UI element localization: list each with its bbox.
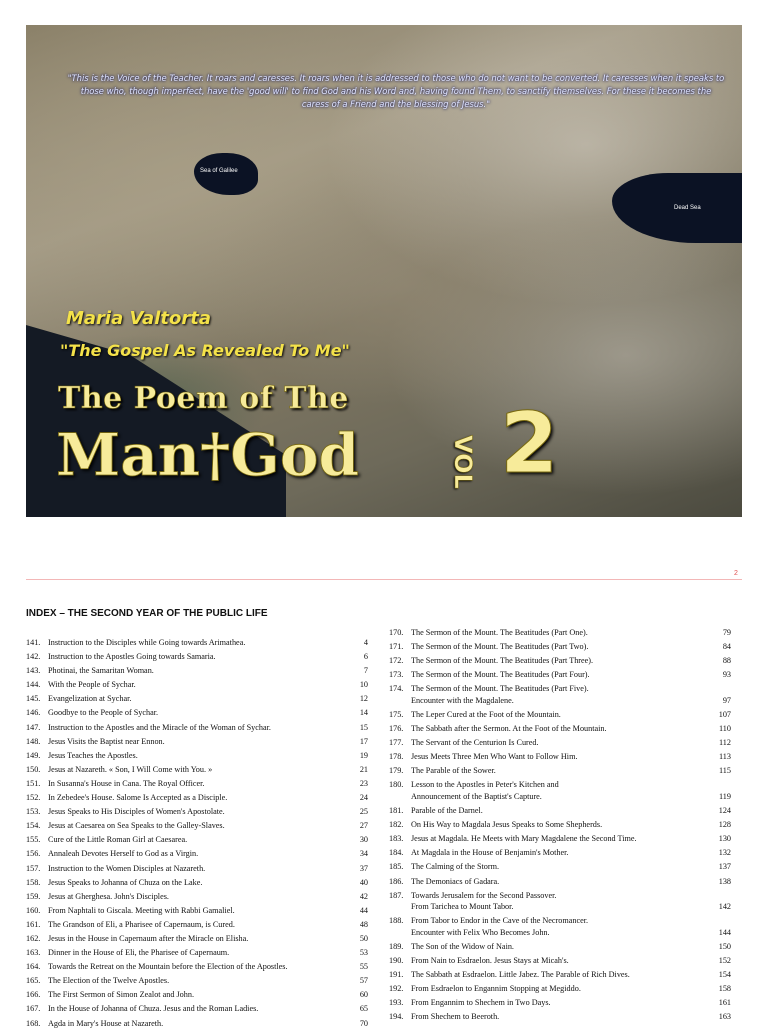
index-entry	[389, 818, 731, 832]
entry-page: 137	[718, 862, 731, 872]
index-entry	[389, 750, 731, 764]
cover-image	[26, 25, 742, 517]
entry-title: Annaleah Devotes Herself to God as a Virgin.	[48, 849, 199, 859]
entry-page: 93	[722, 670, 731, 680]
index-entry	[389, 804, 731, 818]
entry-page: 152	[718, 955, 731, 965]
cover-quote: "This is the Voice of the Teacher. It roars and caresses. It roars when it is addressed to those who do not want to be converted. It caresses when it speaks to those who, though imperfect, have the 'good will' to find God and his Word and, having found Them, to sanctify themselves. For these it becomes the caress of a Friend and the blessing of Jesus."	[67, 73, 725, 109]
entry-page: 10	[359, 680, 368, 690]
entry-title: Instruction to the Apostles Going towards Samaria.	[48, 652, 216, 662]
entry-page: 142	[718, 902, 731, 912]
entry-number: 149.	[26, 750, 41, 760]
sea-of-galilee-label: Sea of Galilee	[200, 168, 238, 174]
entry-page: 30	[359, 835, 368, 845]
entry-number: 159.	[26, 891, 41, 901]
index-entry	[26, 819, 368, 833]
entry-title: With the People of Sychar.	[48, 680, 136, 690]
index-entry	[389, 832, 731, 846]
index-entry	[389, 708, 731, 722]
index-entry	[389, 846, 731, 860]
entry-number: 172.	[389, 656, 404, 666]
entry-title: The Sermon of the Mount. The Beatitudes (Part Three).	[411, 656, 594, 666]
entry-title: Jesus Visits the Baptist near Ennon.	[48, 736, 165, 746]
entry-number: 190.	[389, 955, 404, 965]
entry-number: 183.	[389, 834, 404, 844]
entry-title: At Magdala in the House of Benjamin's Mother.	[411, 848, 569, 858]
entry-page: 15	[359, 722, 368, 732]
entry-number: 146.	[26, 708, 41, 718]
index-entry	[389, 626, 731, 640]
entry-title: From Shechem to Beeroth.	[411, 1012, 500, 1022]
index-entry	[389, 654, 731, 668]
entry-number: 186.	[389, 876, 404, 886]
index-column-right	[389, 626, 731, 1024]
index-entry	[26, 805, 368, 819]
index-entry	[389, 889, 731, 915]
index-entry	[26, 833, 368, 847]
entry-title: Jesus Teaches the Apostles.	[48, 750, 138, 760]
entry-number: 154.	[26, 821, 41, 831]
entry-number: 188.	[389, 916, 404, 926]
entry-number: 156.	[26, 849, 41, 859]
entry-page: 84	[722, 642, 731, 652]
index-column-left	[26, 636, 368, 1031]
entry-number: 148.	[26, 736, 41, 746]
entry-title: Jesus at Gherghesa. John's Disciples.	[48, 891, 169, 901]
entry-title: Jesus Meets Three Men Who Want to Follow Him.	[411, 752, 578, 762]
entry-title: Jesus at Nazareth. « Son, I Will Come with You. »	[48, 764, 213, 774]
entry-page: 42	[359, 891, 368, 901]
entry-title: Parable of the Darnel.	[411, 806, 483, 816]
index-entry	[26, 847, 368, 861]
entry-number: 150.	[26, 764, 41, 774]
entry-number: 167.	[26, 1004, 41, 1014]
index-entry	[389, 778, 731, 804]
entry-page: 6	[363, 652, 368, 662]
entry-title: Goodbye to the People of Sychar.	[48, 708, 159, 718]
entry-page: 17	[359, 736, 368, 746]
entry-number: 192.	[389, 984, 404, 994]
index-entry	[26, 946, 368, 960]
index-entry	[26, 650, 368, 664]
entry-page: 37	[359, 863, 368, 873]
entry-page: 150	[718, 941, 731, 951]
header-rule	[26, 579, 742, 580]
entry-title: Dinner in the House of Eli, the Pharisee of Capernaum.	[48, 948, 230, 958]
entry-number: 173.	[389, 670, 404, 680]
index-entry	[389, 736, 731, 750]
entry-number: 165.	[26, 976, 41, 986]
entry-number: 162.	[26, 933, 41, 943]
entry-title: On His Way to Magdala Jesus Speaks to Some Shepherds.	[411, 820, 603, 830]
entry-number: 147.	[26, 722, 41, 732]
entry-page: 7	[363, 666, 368, 676]
index-entry	[389, 996, 731, 1010]
entry-page: 44	[359, 905, 368, 915]
index-entry	[26, 904, 368, 918]
entry-number: 145.	[26, 694, 41, 704]
entry-page: 107	[718, 709, 731, 719]
entry-title: From Naphtali to Giscala. Meeting with Rabbi Gamaliel.	[48, 905, 235, 915]
entry-page: 154	[718, 969, 731, 979]
index-entry	[26, 918, 368, 932]
entry-title: In Zebedee's House. Salome Is Accepted as a Disciple.	[48, 793, 228, 803]
entry-page: 119	[719, 791, 731, 801]
entry-number: 142.	[26, 652, 41, 662]
index-entry	[389, 968, 731, 982]
index-entry	[26, 791, 368, 805]
index-entry	[26, 890, 368, 904]
entry-title: Jesus at Magdala. He Meets with Mary Magdalene the Second Time.	[411, 834, 637, 844]
book-title-line-2: Man†God	[56, 421, 360, 489]
entry-page: 124	[718, 806, 731, 816]
entry-title: The First Sermon of Simon Zealot and John.	[48, 990, 194, 1000]
index-entry	[26, 932, 368, 946]
entry-number: 179.	[389, 766, 404, 776]
volume-number: 2	[500, 394, 559, 492]
entry-number: 176.	[389, 724, 404, 734]
entry-page: 48	[359, 919, 368, 929]
entry-number: 174.	[389, 684, 404, 694]
entry-number: 157.	[26, 863, 41, 873]
index-entry	[26, 876, 368, 890]
entry-page: 158	[718, 984, 731, 994]
entry-number: 184.	[389, 848, 404, 858]
entry-title: The Son of the Widow of Nain.	[411, 941, 514, 951]
entry-page: 112	[719, 738, 731, 748]
entry-page: 144	[718, 927, 731, 937]
entry-title: The Demoniacs of Gadara.	[411, 876, 500, 886]
index-entry	[389, 722, 731, 736]
entry-title: In Susanna's House in Cana. The Royal Officer.	[48, 778, 205, 788]
book-subtitle: "The Gospel As Revealed To Me"	[60, 341, 350, 360]
entry-page: 163	[718, 1012, 731, 1022]
index-entry	[26, 1002, 368, 1016]
entry-number: 151.	[26, 778, 41, 788]
entry-page: 40	[359, 877, 368, 887]
index-entry	[26, 862, 368, 876]
book-title-line-1: The Poem of The	[58, 381, 349, 416]
entry-page: 50	[359, 933, 368, 943]
entry-title: Instruction to the Disciples while Going towards Arimathea.	[48, 638, 246, 647]
volume-label: VOL	[449, 435, 477, 489]
index-entry	[26, 749, 368, 763]
entry-number: 153.	[26, 807, 41, 817]
index-entry	[389, 682, 731, 708]
entry-number: 193.	[389, 998, 404, 1008]
entry-number: 163.	[26, 948, 41, 958]
index-entry	[26, 692, 368, 706]
entry-number: 194.	[389, 1012, 404, 1022]
entry-page: 14	[359, 708, 368, 718]
entry-number: 164.	[26, 962, 41, 972]
entry-title: From Nain to Esdraelon. Jesus Stays at Micah's.	[411, 955, 569, 965]
index-entry	[26, 678, 368, 692]
entry-title: Jesus at Caesarea on Sea Speaks to the Galley-Slaves.	[48, 821, 225, 831]
index-entry	[389, 940, 731, 954]
index-entry	[26, 706, 368, 720]
entry-title: Cure of the Little Roman Girl at Caesarea.	[48, 835, 188, 845]
entry-title: The Election of the Twelve Apostles.	[48, 976, 170, 986]
entry-number: 189.	[389, 941, 404, 951]
entry-number: 171.	[389, 642, 404, 652]
entry-title: The Sermon of the Mount. The Beatitudes (Part Four).	[411, 670, 590, 680]
index-entry	[389, 954, 731, 968]
index-entry	[389, 875, 731, 889]
entry-number: 181.	[389, 806, 404, 816]
index-entry	[26, 636, 368, 650]
entry-page: 88	[722, 656, 731, 666]
author-name: Maria Valtorta	[66, 308, 211, 329]
entry-number: 141.	[26, 638, 41, 647]
entry-page: 128	[718, 820, 731, 830]
entry-page: 24	[359, 793, 368, 803]
entry-title: Instruction to the Apostles and the Miracle of the Woman of Sychar.	[48, 722, 271, 732]
entry-title: Photinai, the Samaritan Woman.	[48, 666, 154, 676]
entry-number: 175.	[389, 709, 404, 719]
entry-title: Instruction to the Women Disciples at Nazareth.	[48, 863, 206, 873]
index-entry	[26, 763, 368, 777]
entry-page: 23	[359, 778, 368, 788]
entry-number: 166.	[26, 990, 41, 1000]
index-entry	[389, 640, 731, 654]
dead-sea-label: Dead Sea	[674, 205, 701, 211]
entry-page: 79	[722, 628, 731, 637]
entry-title: From Engannim to Shechem in Two Days.	[411, 998, 551, 1008]
entry-title: The Sabbath at Esdraelon. Little Jabez. The Parable of Rich Dives.	[411, 969, 630, 979]
entry-title: From Esdraelon to Engannim Stopping at Megiddo.	[411, 984, 581, 994]
index-entry	[26, 988, 368, 1002]
entry-title: Jesus in the House in Capernaum after the Miracle on Elisha.	[48, 933, 249, 943]
sea-of-galilee-lake	[194, 153, 258, 195]
index-entry	[389, 914, 731, 940]
entry-page: 60	[359, 990, 368, 1000]
page-number: 2	[734, 570, 738, 577]
entry-page: 97	[722, 695, 731, 705]
index-entry	[389, 668, 731, 682]
entry-title: Jesus Speaks to His Disciples of Women's Apostolate.	[48, 807, 225, 817]
index-entry	[26, 960, 368, 974]
entry-number: 160.	[26, 905, 41, 915]
entry-title: In the House of Johanna of Chuza. Jesus and the Roman Ladies.	[48, 1004, 259, 1014]
entry-title: The Sermon of the Mount. The Beatitudes (Part One).	[411, 628, 588, 637]
entry-page: 12	[359, 694, 368, 704]
entry-number: 177.	[389, 738, 404, 748]
entry-page: 19	[359, 750, 368, 760]
entry-title: The Parable of the Sower.	[411, 766, 496, 776]
entry-page: 161	[718, 998, 731, 1008]
entry-title: The Sermon of the Mount. The Beatitudes (Part Two).	[411, 642, 589, 652]
entry-title: From Tabor to Endor in the Cave of the Necromancer. Encounter with Felix Who Becomes John.	[411, 916, 589, 937]
entry-title: Lesson to the Apostles in Peter's Kitchen and Announcement of the Baptist's Capture.	[411, 780, 559, 801]
index-entry	[389, 860, 731, 874]
entry-title: The Grandson of Eli, a Pharisee of Capernaum, is Cured.	[48, 919, 235, 929]
entry-title: The Leper Cured at the Foot of the Mountain.	[411, 709, 561, 719]
entry-number: 144.	[26, 680, 41, 690]
index-entry	[389, 764, 731, 778]
index-heading: INDEX – THE SECOND YEAR OF THE PUBLIC LIFE	[26, 608, 268, 619]
index-entry	[26, 721, 368, 735]
entry-page: 130	[718, 834, 731, 844]
index-entry	[26, 735, 368, 749]
entry-title: The Sabbath after the Sermon. At the Foot of the Mountain.	[411, 724, 607, 734]
entry-title: Towards Jerusalem for the Second Passover. From Tarichea to Mount Tabor.	[411, 890, 557, 912]
index-entry	[26, 664, 368, 678]
entry-title: Towards the Retreat on the Mountain before the Election of the Apostles.	[48, 962, 288, 972]
index-entry	[26, 974, 368, 988]
entry-page: 53	[359, 948, 368, 958]
entry-number: 185.	[389, 862, 404, 872]
entry-number: 155.	[26, 835, 41, 845]
entry-number: 191.	[389, 969, 404, 979]
entry-page: 4	[363, 638, 368, 647]
entry-page: 70	[359, 1018, 368, 1028]
entry-number: 170.	[389, 628, 404, 637]
entry-page: 21	[359, 764, 368, 774]
entry-page: 65	[359, 1004, 368, 1014]
entry-page: 57	[359, 976, 368, 986]
entry-title: Agda in Mary's House at Nazareth.	[48, 1018, 164, 1028]
entry-page: 132	[718, 848, 731, 858]
entry-number: 158.	[26, 877, 41, 887]
entry-page: 25	[359, 807, 368, 817]
entry-number: 143.	[26, 666, 41, 676]
entry-page: 27	[359, 821, 368, 831]
entry-number: 152.	[26, 793, 41, 803]
entry-page: 115	[719, 766, 731, 776]
entry-page: 55	[359, 962, 368, 972]
entry-page: 110	[719, 724, 731, 734]
entry-title: Jesus Speaks to Johanna of Chuza on the Lake.	[48, 877, 203, 887]
entry-title: Evangelization at Sychar.	[48, 694, 132, 704]
entry-title: The Sermon of the Mount. The Beatitudes (Part Five). Encounter with the Magdalene.	[411, 684, 589, 705]
entry-number: 187.	[389, 890, 404, 900]
entry-title: The Calming of the Storm.	[411, 862, 500, 872]
entry-number: 161.	[26, 919, 41, 929]
index-entry	[26, 777, 368, 791]
entry-page: 138	[718, 876, 731, 886]
entry-number: 182.	[389, 820, 404, 830]
entry-page: 34	[359, 849, 368, 859]
index-entry	[389, 1010, 731, 1024]
index-entry	[389, 982, 731, 996]
entry-number: 168.	[26, 1018, 41, 1028]
entry-number: 178.	[389, 752, 404, 762]
entry-page: 113	[719, 752, 731, 762]
entry-title: The Servant of the Centurion Is Cured.	[411, 738, 539, 748]
entry-number: 180.	[389, 780, 404, 790]
